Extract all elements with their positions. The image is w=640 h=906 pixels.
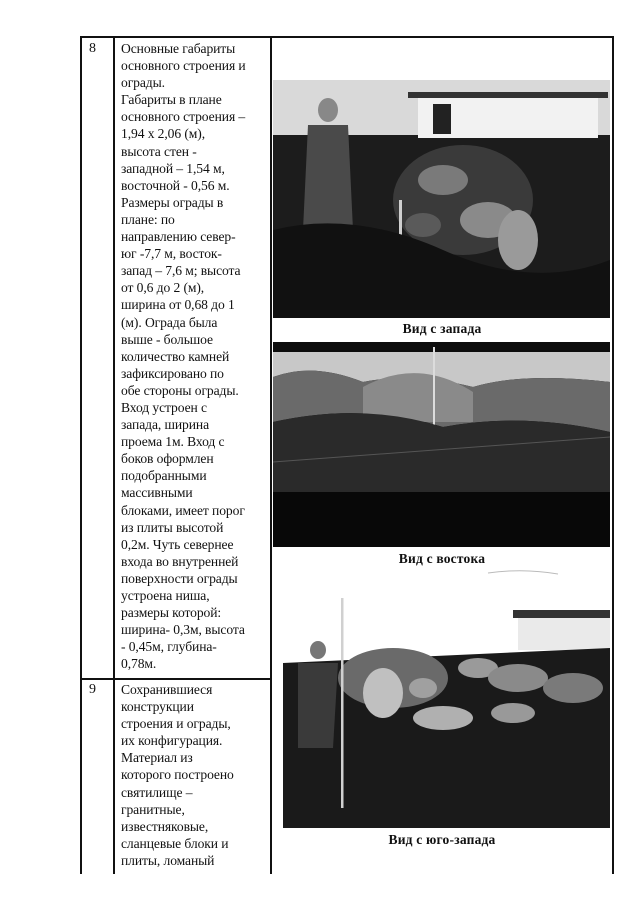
table-border-col1 (113, 36, 115, 874)
photo-caption-west: Вид с запада (402, 321, 482, 336)
row-description: Основные габариты основного строения и ограды. Габариты в плане основного строения – 1,94 х 2,06 (м), высота стен - западной – 1,54 м, восточной - 0,56 м. Размеры ограды в плане: по направлению север- юг -7,7 м, восток- запад – 7,6 м; высота от 0,6 до 2 (м), ширина от 0,68 до 1 (м). Ограда была выше - большое количество камней зафиксировано по обе стороны ограды. Вход устроен с запада, ширина проема 1м. Вход с боков оформлен подобранными массивными блоками, имеет порог из плиты высотой 0,2м. Чуть севернее входа во внутренней поверхности ограды устроена ниша, размеры которой: ширина- 0,3м, высота - 0,45м, глубина- 0,78м. (121, 41, 246, 672)
photo-view-south-west (273, 568, 610, 828)
table-row-divider (80, 678, 271, 680)
photo-caption-south-west: Вид с юго-запада (388, 832, 496, 847)
table-border-right (612, 36, 614, 874)
table-border-col2 (270, 36, 272, 874)
photo-view-east (273, 342, 610, 547)
row-number: 9 (89, 682, 96, 697)
photo-view-west (273, 80, 610, 318)
row-description: Сохранившиеся конструкции строения и ограды, их конфигурация. Материал из которого построено святилище – гранитные, известняковые, сланцевые блоки и плиты, ломаный (121, 682, 234, 868)
photo-caption-east: Вид с востока (398, 551, 486, 566)
table-border-top (80, 36, 614, 38)
table-border-left (80, 36, 82, 874)
row-number: 8 (89, 41, 96, 56)
